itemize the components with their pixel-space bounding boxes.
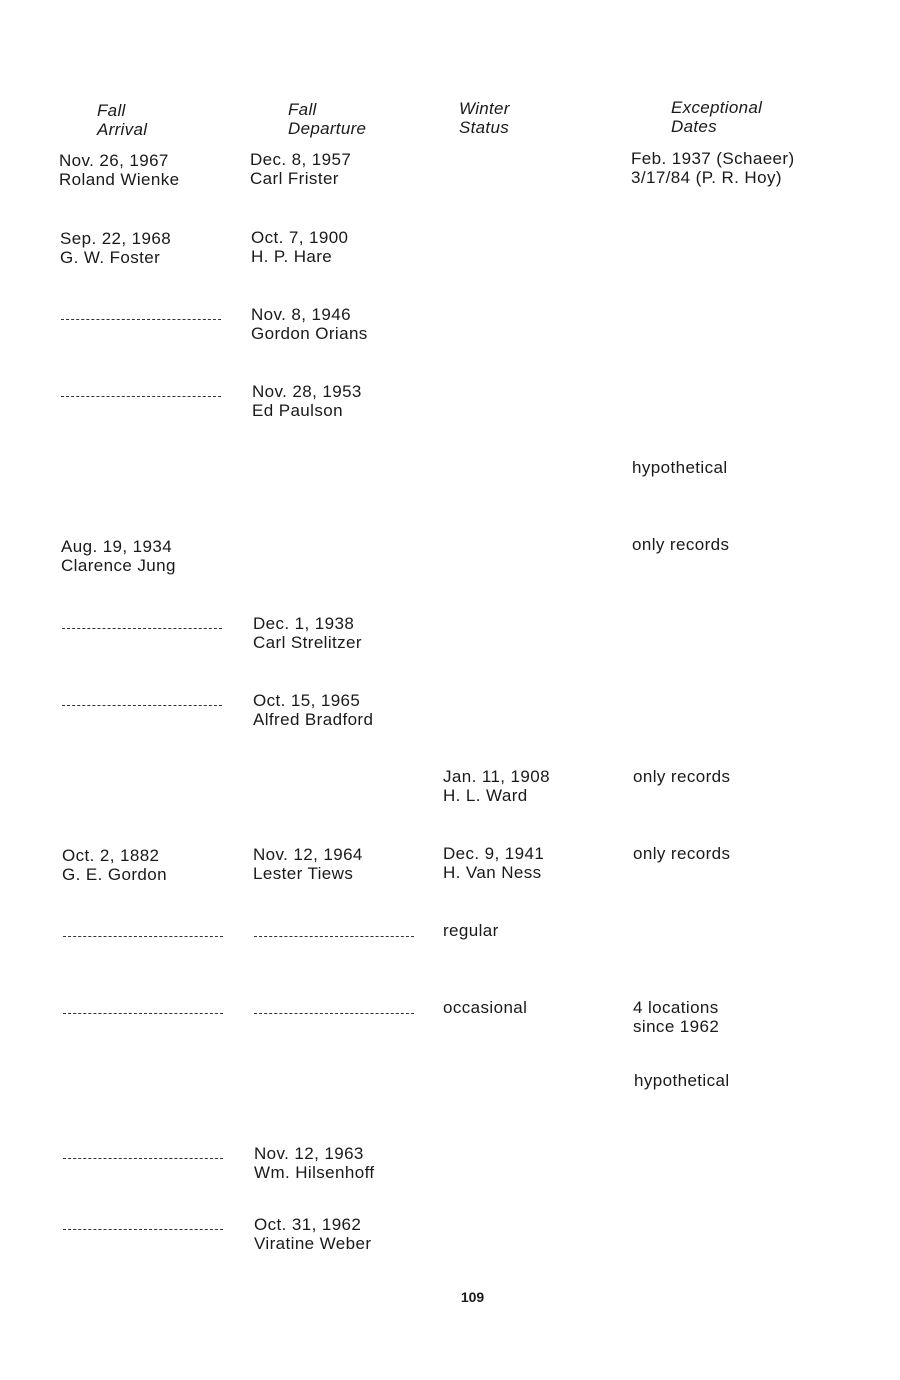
- row-11-departure-blank-line: [254, 1013, 414, 1014]
- row-6-departure: Dec. 1, 1938 Carl Strelitzer: [253, 614, 362, 652]
- row-1-arrival: Sep. 22, 1968 G. W. Foster: [60, 229, 172, 267]
- row-0-exceptional: Feb. 1937 (Schaeer) 3/17/84 (P. R. Hoy): [631, 149, 795, 187]
- row-10-departure-blank-line: [254, 936, 414, 937]
- row-11-winter: occasional: [443, 998, 528, 1017]
- row-2-arrival-blank-line: [61, 319, 221, 320]
- row-11-exceptional: 4 locations since 1962: [633, 998, 720, 1036]
- row-6-arrival-blank-line: [62, 628, 222, 629]
- row-8-winter: Jan. 11, 1908 H. L. Ward: [443, 767, 550, 805]
- row-9-departure: Nov. 12, 1964 Lester Tiews: [253, 845, 363, 883]
- row-10-winter: regular: [443, 921, 499, 940]
- header-fall-departure: Fall Departure: [288, 100, 367, 138]
- row-14-departure: Oct. 31, 1962 Viratine Weber: [254, 1215, 372, 1253]
- page-number: 109: [460, 1289, 485, 1305]
- header-fall-arrival: Fall Arrival: [97, 101, 148, 139]
- row-0-arrival: Nov. 26, 1967 Roland Wienke: [59, 151, 180, 189]
- row-13-arrival-blank-line: [63, 1158, 223, 1159]
- row-1-departure: Oct. 7, 1900 H. P. Hare: [251, 228, 349, 266]
- row-9-winter: Dec. 9, 1941 H. Van Ness: [443, 844, 545, 882]
- row-2-departure: Nov. 8, 1946 Gordon Orians: [251, 305, 368, 343]
- header-winter-status: Winter Status: [459, 99, 510, 137]
- row-4-exceptional: hypothetical: [632, 458, 728, 477]
- row-3-departure: Nov. 28, 1953 Ed Paulson: [252, 382, 362, 420]
- row-11-arrival-blank-line: [63, 1013, 223, 1014]
- row-3-arrival-blank-line: [61, 396, 221, 397]
- row-13-departure: Nov. 12, 1963 Wm. Hilsenhoff: [254, 1144, 375, 1182]
- row-5-exceptional: only records: [632, 535, 730, 554]
- row-12-exceptional: hypothetical: [634, 1071, 730, 1090]
- row-7-departure: Oct. 15, 1965 Alfred Bradford: [253, 691, 374, 729]
- header-exceptional-dates: Exceptional Dates: [671, 98, 763, 136]
- row-5-arrival: Aug. 19, 1934 Clarence Jung: [61, 537, 176, 575]
- row-9-exceptional: only records: [633, 844, 731, 863]
- row-9-arrival: Oct. 2, 1882 G. E. Gordon: [62, 846, 167, 884]
- row-0-departure: Dec. 8, 1957 Carl Frister: [250, 150, 352, 188]
- row-8-exceptional: only records: [633, 767, 731, 786]
- row-7-arrival-blank-line: [62, 705, 222, 706]
- row-10-arrival-blank-line: [63, 936, 223, 937]
- row-14-arrival-blank-line: [63, 1229, 223, 1230]
